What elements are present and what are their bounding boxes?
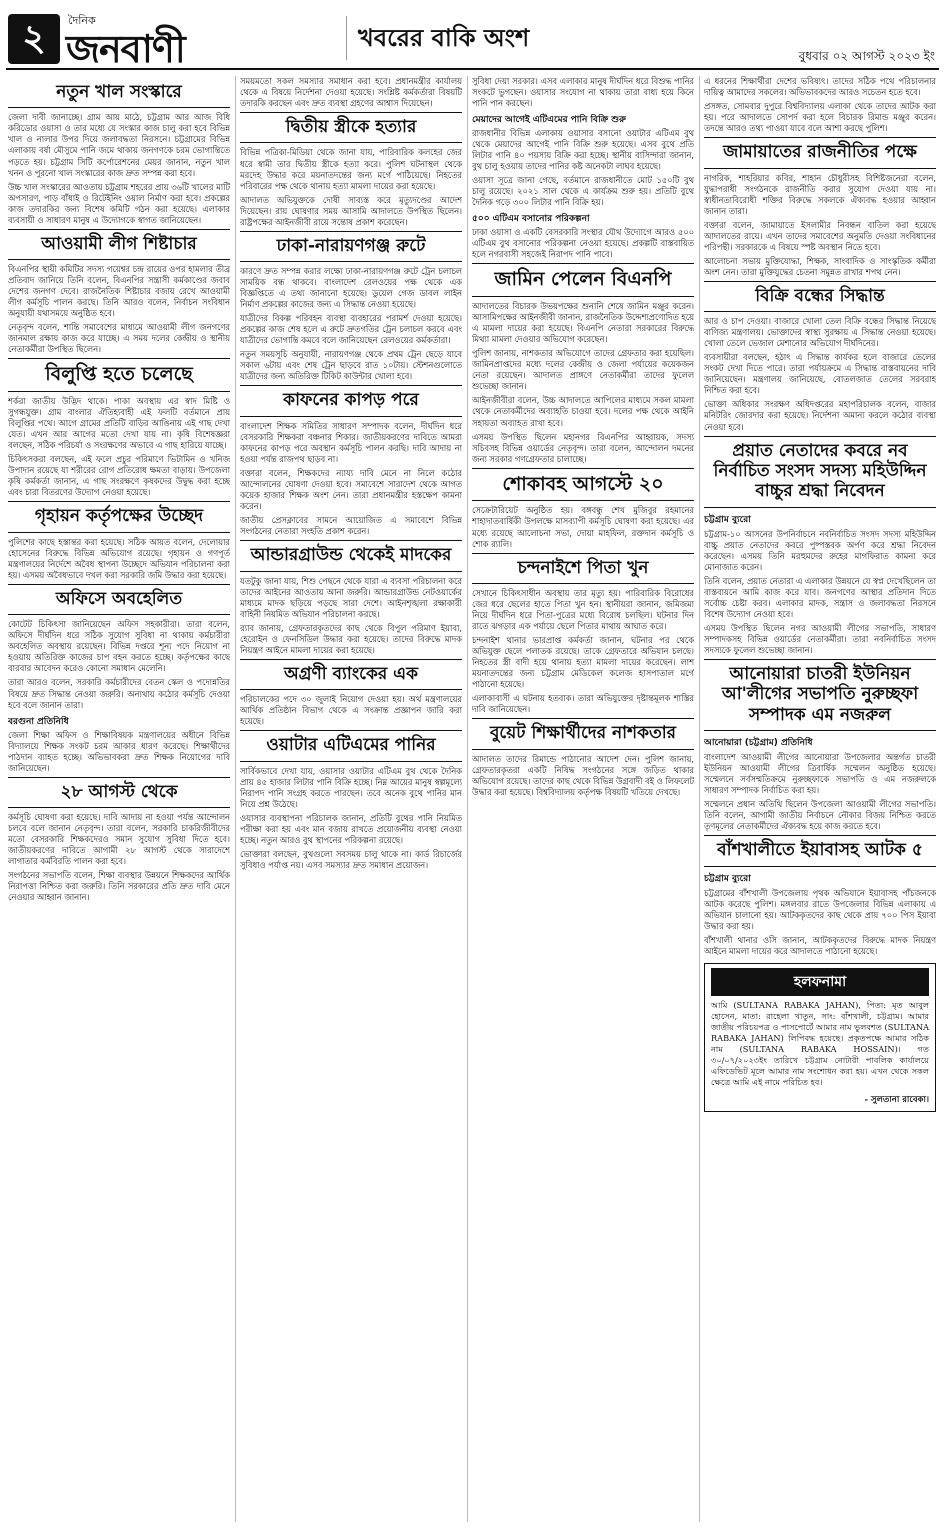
article-headline[interactable]: বিক্রি বন্ধের সিদ্ধান্ত — [704, 281, 936, 312]
article-body: সেখানে চিকিৎসাধীন অবস্থায় তার মৃত্যু হয়। পারিবারিক বিরোধের জের ধরে ছেলের হাতে পিতা খুন হন। স্থানীয়রা জানান, জমিজমা নিয়ে দীর্ঘদিন ধরে পিতা-পুত্রের মধ্যে বিরোধ চলছিল। ঘটনার দিন রাতে ঝগড়ার এক পর্যায়ে ছেলে পিতার মাথায় আঘাত করে। — [472, 587, 694, 632]
article-headline[interactable]: আনোয়ারা চাতরী ইউনিয়ন আ'লীগের সভাপতি নুরুচ্ছফা সম্পাদক এম নজরুল — [704, 659, 936, 731]
masthead-divider — [346, 16, 347, 60]
column-divider — [235, 76, 236, 1522]
affidavit-signature: - সুলতানা রাবেকা। — [864, 1094, 929, 1105]
article-body: ওয়াসার ব্যবস্থাপনা পরিচালক জানান, প্রতিটি বুথের পানি নিয়মিত পরীক্ষা করা হয় এবং মান বজায় রাখতে প্রয়োজনীয় ব্যবস্থা নেওয়া হচ্ছে। নতুন আরও বুথ স্থাপনের পরিকল্পনা রয়েছে। — [240, 812, 462, 845]
article-body: বিএনপির স্থায়ী কমিটির সদস্য গয়েশ্বর চন্দ্র রায়ের ওপর হামলার তীব্র প্রতিবাদ জানিয়ে তিনি বলেন, বিএনপির সন্ত্রাসী কর্মকাণ্ডের জবাব দেশের জনগণ দেবে। রাজনৈতিক শিষ্টাচার বজায় রেখে আওয়ামী লীগ কর্মসূচি পালন করছে। তিনি আরও বলেন, নির্বাচন সংবিধান অনুযায়ী যথাসময়ে অনুষ্ঠিত হবে। — [8, 264, 230, 319]
article-headline[interactable]: বিলুপ্তি হতে চলেছে — [8, 358, 230, 392]
article-body: সংগঠনের সভাপতি বলেন, শিক্ষা ব্যবস্থার উন্নয়নে শিক্ষকদের আর্থিক নিরাপত্তা নিশ্চিত করা জরুরি। তিনি সরকারের প্রতি দ্রুত দাবি মেনে নেওয়ার আহ্বান জানান। — [8, 870, 230, 903]
article-body: সময়মতো সকল সমস্যার সমাধান করা হবে। প্রধানমন্ত্রীর কার্যালয় থেকে এ বিষয়ে নির্দেশনা দেওয়া হয়েছে। সংশ্লিষ্ট কর্মকর্তারা বিষয়টি তদারকি করছেন এবং দ্রুত ব্যবস্থা গ্রহণের আশ্বাস দিয়েছেন। — [240, 76, 462, 109]
article-body: পুলিশের কাছে হস্তান্তর করা হয়েছে। সঠিক আয়ত বলেন, দেলোয়ার হোসেনের বিরুদ্ধে বিভিন্ন অভিযোগ রয়েছে। গৃহায়ন ও গণপূর্ত মন্ত্রণালয়ের নির্দেশে অবৈধ স্থাপনা উচ্ছেদে অভিযান পরিচালনা করা হয়। এসময় অবৈধভাবে দখল করা সরকারি জমি উদ্ধার করা হয়েছে। — [8, 536, 230, 580]
page-date: বুধবার ০২ আগস্ট ২০২৩ ইং — [798, 49, 935, 63]
column-1 — [8, 76, 230, 1522]
article-body: নাগরিক, শাহরিয়ার কবির, শাহান চৌধুরীসহ বিশিষ্টজনেরা বলেন, যুদ্ধাপরাধী সংগঠনকে রাজনীতি করার সুযোগ দেওয়া যায় না। স্বাধীনতাবিরোধী শক্তির বিরুদ্ধে সকলকে ঐক্যবদ্ধ হওয়ার আহ্বান জানান তারা। — [704, 172, 936, 216]
article-body: বক্তারা বলেন, জামায়াতে ইসলামীর নিবন্ধন বাতিল করা হয়েছে আদালতের রায়ে। এখন তাদের সমাবেশের অনুমতি দেওয়া সংবিধানের পরিপন্থী। সরকারকে এ বিষয়ে স্পষ্ট অবস্থান নিতে হবে। — [704, 219, 936, 252]
article-body: এ ধরনের শিক্ষার্থীরা দেশের ভবিষ্যৎ। তাদের সঠিক পথে পরিচালনার দায়িত্ব আমাদের সকলের। অভিভাবকদের আরও সচেতন হতে হবে। — [704, 76, 936, 98]
article-subhead: ৫০০ এটিএম বসানোর পরিকল্পনা — [472, 214, 590, 225]
article-body: সুবিধা দেয়া সরকার। এসব এলাকার মানুষ দীর্ঘদিন ধরে বিশুদ্ধ পানির সংকটে ভুগছেন। ওয়াসার সংযোগ না থাকায় তারা বাধ্য হয়ে কিনে পানি পান করছেন। — [472, 76, 694, 109]
article-body: এসময় উপস্থিত ছিলেন নগর আওয়ামী লীগের সভাপতি, সাধারণ সম্পাদকসহ বিভিন্ন ওয়ার্ডের নেতাকর্মীরা। তারা নবনির্বাচিত সংসদ সদস্যকে ফুলেল শুভেচ্ছা জানান। — [704, 622, 936, 656]
affidavit-text: আমি (SULTANA RABAKA JAHAN), পিতা: মৃত আবুল হোসেন, মাতা: রাহেলা খাতুন, সাং: বাঁশখালী, চট্টগ্রাম। আমার জাতীয় পরিচয়পত্র ও পাসপোর্টে আমার নাম ভুলবশত (SULTANA RABAKA JAHAN) লিপিবদ্ধ হয়েছে। প্রকৃতপক্ষে আমার সঠিক নাম (SULTANA RABAKA HOSSAIN)। গত ৩০/০৭/২০২৩ইং তারিখে চট্টগ্রাম নোটারী পাবলিক কার্যালয়ে এফিডেভিট মূলে আমার নাম সংশোধন করা হয়। এখন থেকে সকল ক্ষেত্রে আমি এই নামে পরিচিত হব। — [711, 1000, 929, 1088]
article-body: সার্বিকভাবে দেখা যায়, ওয়াসার ওয়াটার এটিএম বুথ থেকে দৈনিক প্রায় ৪৫ হাজার লিটার পানি বিক্রি হচ্ছে। নিম্ন আয়ের মানুষ স্বল্পমূল্যে নিরাপদ পানি সংগ্রহ করতে পারছেন। তবে অনেক বুথে পানির মান নিয়ে প্রশ্ন উঠেছে। — [240, 765, 462, 809]
article-body: চট্টগ্রামের বাঁশখালী উপজেলায় পৃথক অভিযানে ইয়াবাসহ পাঁচজনকে আটক করেছে পুলিশ। মঙ্গলবার রাতে উপজেলার বিভিন্ন এলাকায় এ অভিযান চালানো হয়। আটককৃতদের কাছ থেকে প্রায় ৭০০ পিস ইয়াবা উদ্ধার করা হয়। — [704, 887, 936, 931]
article-headline[interactable]: বাঁশখালীতে ইয়াবাসহ আটক ৫ — [704, 835, 936, 866]
article-body: আইনজীবীরা বলেন, উচ্চ আদালতে আপিলের মাধ্যমে সকল মামলা থেকে নেতাকর্মীদের অব্যাহতি চাওয়া হবে। দলের পক্ষ থেকে আইনি সহায়তা অব্যাহত রাখা হবে। — [472, 395, 694, 428]
article-body: উচ্চ খাল সংস্কারের আওতায় চট্টগ্রাম শহরের প্রায় ৩৬টি খালের মাটি অপসারণ, পাড় বাঁধাই ও রিটেইনিং ওয়াল নির্মাণ করা হবে। প্রকল্পের কাজ তদারকির জন্য বিশেষ কমিটি গঠন করা হয়েছে। এলাকার ব্যবসায়ী ও সাধারণ মানুষ এ উদ্যোগকে স্বাগত জানিয়েছেন। — [8, 181, 230, 225]
article-headline[interactable]: কাফনের কাপড় পরে — [240, 385, 462, 416]
article-body: আর ও চাপ দেওয়া। বাজারে খোলা তেল বিক্রি বন্ধের সিদ্ধান্ত নিয়েছে বাণিজ্য মন্ত্রণালয়। ভোক্তাদের স্বাস্থ্য সুরক্ষায় এ সিদ্ধান্ত নেওয়া হয়েছে। খোলা তেলে ভেজাল মেশানোর অভিযোগ দীর্ঘদিনের। — [704, 316, 936, 349]
article-body: আদালত অভিযুক্তকে দোষী সাব্যস্ত করে মৃত্যুদণ্ডের আদেশ দিয়েছেন। রায় ঘোষণার সময় আসামি আদালতে উপস্থিত ছিলেন। রাষ্ট্রপক্ষের আইনজীবী রায়ে সন্তোষ প্রকাশ করেছেন। — [240, 194, 462, 227]
masthead — [6, 8, 939, 70]
article-headline[interactable]: দ্বিতীয় স্ত্রীকে হত্যার — [240, 112, 462, 143]
article-body: পরিচালকের পদে ৩০ জুলাই নিয়োগ দেওয়া হয়। অর্থ মন্ত্রণালয়ের আর্থিক প্রতিষ্ঠান বিভাগ থেকে এ সংক্রান্ত প্রজ্ঞাপন জারি করা হয়েছে। — [240, 694, 462, 727]
page-title: খবরের বাকি অংশ — [358, 24, 530, 52]
page-number: ২ — [8, 14, 60, 64]
article-body: জেলা দাবী জানাচ্ছে। গ্রাম আয় মাঠে, চট্টগ্রাম আর আজ বিধি করিডোর ওয়াসা ও তার মধ্যে যে সংস্কার কাজ চালু করা হবে বিভিন্ন খাল ও নালার উপর দিয়ে জলাবদ্ধতা নিরসনে। চট্টগ্রামের বিভিন্ন এলাকায় বর্ষা মৌসুমে পানি জমে থাকায় জনগণকে চরম ভোগান্তিতে পড়তে হয়। চট্টগ্রাম সিটি কর্পোরেশনের মেয়র জানান, নতুন খাল খনন ও পুরনো খাল সংস্কারের কাজ দ্রুত সম্পন্ন করা হবে। — [8, 112, 230, 178]
article-body: জেলা শিক্ষা অফিস ও শিক্ষাবিষয়ক মন্ত্রণালয়ের অধীনে বিভিন্ন বিদ্যালয়ে শিক্ষক সংকট চরম আকার ধারণ করেছে। শিক্ষার্থীদের পাঠদান ব্যাহত হচ্ছে। অভিভাবকরা দ্রুত শিক্ষক নিয়োগের দাবি জানিয়েছেন। — [8, 729, 230, 773]
article-headline[interactable]: চন্দনাইশে পিতা খুন — [472, 553, 694, 584]
paper-name: জনবাণী — [66, 27, 185, 71]
article-headline[interactable]: ঢাকা-নারায়ণগঞ্জ রুটে — [240, 231, 462, 262]
article-headline[interactable]: বুয়েট শিক্ষার্থীদের নাশকতার — [472, 718, 694, 749]
article-headline[interactable]: অগ্রণী ব্যাংকের এক — [240, 659, 462, 690]
affidavit-box — [704, 963, 936, 1112]
article-body: নেতৃবৃন্দ বলেন, শান্তি সমাবেশের মাধ্যমে আওয়ামী লীগ জনগণের জানমাল রক্ষায় কাজ করে যাচ্ছে। এ সময় দলের কেন্দ্রীয় ও স্থানীয় নেতাকর্মীরা উপস্থিত ছিলেন। — [8, 322, 230, 355]
article-body: তিনি বলেন, প্রয়াত নেতারা এ এলাকার উন্নয়নে যে স্বপ্ন দেখেছিলেন তা বাস্তবায়নে আমি কাজ করে যাব। জনগণের আস্থার প্রতিদান দিতে সর্বোচ্চ চেষ্টা করব। এলাকার মাদক, সন্ত্রাস ও জলাবদ্ধতা নিরসনে বিশেষ উদ্যোগ নেওয়া হবে। — [704, 575, 936, 619]
article-body: ভোক্তারা বলছেন, বুথগুলো সবসময় চালু থাকে না। কার্ড রিচার্জের সুবিধাও পর্যাপ্ত নয়। এসব সমস্যার দ্রুত সমাধান প্রয়োজন। — [240, 848, 462, 870]
article-body: ঢাকা ওয়াসা ও একটি বেসরকারি সংস্থার যৌথ উদ্যোগে আরও ৫০০ এটিএম বুথ বসানোর পরিকল্পনা নেওয়া হয়েছে। প্রকল্পটি বাস্তবায়িত হলে নগরবাসী সহজেই নিরাপদ পানি পাবে। — [472, 227, 694, 260]
article-body: বক্তারা বলেন, শিক্ষকদের ন্যায্য দাবি মেনে না নিলে কঠোর আন্দোলনের ঘোষণা দেওয়া হবে। সমাবেশে সারাদেশ থেকে আগত কয়েক হাজার শিক্ষক অংশ নেন। তারা প্রধানমন্ত্রীর হস্তক্ষেপ কামনা করেন। — [240, 467, 462, 512]
column-divider — [467, 76, 468, 1522]
article-headline[interactable]: প্রয়াত নেতাদের কবরে নব নির্বাচিত সংসদ সদস্য মহিউদ্দিন বাচ্চুর শ্রদ্ধা নিবেদন — [704, 436, 936, 508]
article-byline: চট্টগ্রাম ব্যুরো — [704, 873, 751, 884]
article-headline[interactable]: ২৮ আগস্ট থেকে — [8, 777, 230, 808]
article-body: র‍্যাব জানায়, গ্রেফতারকৃতদের কাছ থেকে বিপুল পরিমাণ ইয়াবা, হেরোইন ও ফেনসিডিল উদ্ধার করা হয়েছে। তাদের বিরুদ্ধে মাদক নিয়ন্ত্রণ আইনে মামলা দায়ের করা হয়েছে। — [240, 622, 462, 655]
article-body: চিকিৎসকরা বলছেন, এই ফলে প্রচুর পরিমাণে ভিটামিন ও খনিজ উপাদান রয়েছে যা শরীরের রোগ প্রতিরোধ ক্ষমতা বাড়ায়। উপজেলা কৃষি কর্মকর্তা জানান, এ গাছ সংরক্ষণে কৃষকদের উদ্বুদ্ধ করা হচ্ছে এবং চারা বিতরণের উদ্যোগ নেওয়া হয়েছে। — [8, 454, 230, 498]
article-body: বাংলাদেশ আওয়ামী লীগের আনোয়ারা উপজেলার অন্তর্গত চাতরী ইউনিয়ন আওয়ামী লীগের ত্রিবার্ষিক সম্মেলন অনুষ্ঠিত হয়েছে। সম্মেলনে সর্বসম্মতিক্রমে নুরুচ্ছফাকে সভাপতি ও এম নজরুলকে সাধারণ সম্পাদক নির্বাচিত করা হয়। — [704, 752, 936, 796]
column-4 — [704, 76, 936, 1522]
column-divider — [699, 76, 700, 1522]
article-headline[interactable]: গৃহায়ন কর্তৃপক্ষের উচ্ছেদ — [8, 501, 230, 532]
article-subhead: বরগুনা প্রতিনিধি — [8, 716, 69, 727]
article-body: শর্করা জাতীয় উদ্ভিদ থাকে। পাকা অবস্থায় এর স্বাদ মিষ্টি ও সুগন্ধযুক্ত। গ্রাম বাংলার ঐতিহ্যবাহী এই ফলটি বর্তমানে প্রায় বিলুপ্তির পথে। আগে গ্রামের প্রতিটি বাড়ির আঙিনায় এই গাছ দেখা যেত। এখন আর আগের মতো দেখা যায় না। কৃষি বিশেষজ্ঞরা বলছেন, সঠিক পরিচর্যা ও সংরক্ষণের অভাবে এ গাছ হারিয়ে যাচ্ছে। — [8, 396, 230, 451]
article-body: চন্দনাইশ থানার ভারপ্রাপ্ত কর্মকর্তা জানান, ঘটনার পর থেকে অভিযুক্ত ছেলে পলাতক রয়েছে। তাকে গ্রেফতারে অভিযান চলছে। নিহতের স্ত্রী বাদী হয়ে থানায় হত্যা মামলা দায়ের করেছেন। লাশ ময়নাতদন্তের জন্য চট্টগ্রাম মেডিকেল কলেজ হাসপাতাল মর্গে পাঠানো হয়েছে। — [472, 635, 694, 690]
article-body: আদালতের বিচারক উভয়পক্ষের শুনানি শেষে জামিন মঞ্জুর করেন। আসামিপক্ষের আইনজীবী জানান, রাজনৈতিক উদ্দেশ্যপ্রণোদিত হয়ে এ মামলা দায়ের করা হয়েছে। বিএনপি নেতারা সরকারের বিরুদ্ধে মিথ্যা মামলা দেওয়ার অভিযোগ করেছেন। — [472, 301, 694, 345]
article-body: নতুন সময়সূচি অনুযায়ী, নারায়ণগঞ্জ থেকে প্রথম ট্রেন ছেড়ে যাবে সকাল ৬টায় এবং শেষ ট্রেন ছাড়বে রাত ১০টায়। স্টেশনগুলোতে যাত্রীদের জন্য অতিরিক্ত টিকিট কাউন্টার খোলা হবে। — [240, 349, 462, 382]
daily-label: দৈনিক — [68, 14, 96, 27]
article-body: বিভিন্ন পত্রিকা-মিডিয়া থেকে জানা যায়, পারিবারিক কলহের জের ধরে স্বামী তার দ্বিতীয় স্ত্রীকে হত্যা করে। পুলিশ ঘটনাস্থল থেকে মরদেহ উদ্ধার করে ময়নাতদন্তের জন্য মর্গে পাঠিয়েছে। নিহতের পরিবারের পক্ষ থেকে থানায় হত্যা মামলা দায়ের করা হয়েছে। — [240, 147, 462, 191]
article-byline: আনোয়ারা (চট্টগ্রাম) প্রতিনিধি — [704, 738, 813, 749]
column-3 — [472, 76, 694, 1522]
newspaper-logo — [8, 10, 228, 71]
article-body: তারা আরও বলেন, সরকারি কর্মচারীদের বেতন স্কেল ও পদোন্নতির বিষয়ে দ্রুত সিদ্ধান্ত নেওয়া জরুরি। অন্যথায় কঠোর কর্মসূচি দেওয়া হবে বলে জানান তারা। — [8, 677, 230, 710]
article-body: যতটুকু জানা যায়, শিশু পেছনে থেকে যারা এ ব্যবসা পরিচালনা করে তাদের আইনের আওতায় আনা জরুরি। আন্ডারগ্রাউন্ড নেটওয়ার্কের মাধ্যমে মাদক ছড়িয়ে পড়ছে সারা দেশে। আইনশৃঙ্খলা রক্ষাকারী বাহিনী নিয়মিত অভিযান পরিচালনা করছে। — [240, 575, 462, 619]
article-body: রাজধানীর বিভিন্ন এলাকায় ওয়াসার বসানো ওয়াটার এটিএম বুথ থেকে মেয়াদের আগেই পানি বিক্রি শুরু হয়েছে। এসব বুথে প্রতি লিটার পানি ৪০ পয়সায় বিক্রি করা হচ্ছে। স্থানীয় বাসিন্দারা জানান, বুথ চালু হওয়ায় তাদের পানির কষ্ট অনেকটা লাঘব হয়েছে। — [472, 128, 694, 172]
article-body: বাঁশখালী থানার ওসি জানান, আটককৃতদের বিরুদ্ধে মাদক নিয়ন্ত্রণ আইনে মামলা দায়ের করে আদালতে পাঠানো হয়েছে। — [704, 934, 936, 956]
article-headline[interactable]: নতুন খাল সংস্কারে — [8, 78, 230, 108]
article-body: বাংলাদেশ শিক্ষক সমিতির সাধারণ সম্পাদক বলেন, দীর্ঘদিন ধরে বেসরকারি শিক্ষকরা বঞ্চনার শিকার। জাতীয়করণের দাবিতে আমরা কাফনের কাপড় পরে অবস্থান কর্মসূচি পালন করছি। দাবি আদায় না হওয়া পর্যন্ত রাজপথ ছাড়ব না। — [240, 420, 462, 464]
article-headline[interactable]: জামিন পেলেন বিএনপি — [472, 263, 694, 297]
article-headline[interactable]: আন্ডারগ্রাউন্ড থেকেই মাদকের — [240, 540, 462, 571]
article-body: সেক্রেটারিয়েট অনুষ্ঠিত হয়। বঙ্গবন্ধু শেখ মুজিবুর রহমানের শাহাদাতবার্ষিকী উপলক্ষে মাসব্যাপী কর্মসূচি ঘোষণা করা হয়েছে। এর মধ্যে রয়েছে আলোচনা সভা, দোয়া মাহফিল, রক্তদান কর্মসূচি ও শোক র‍্যালি। — [472, 505, 694, 549]
article-body: কোটেট চিকিৎসা জানিয়েছেন অফিস সহকারীরা। তারা বলেন, অফিসে দীর্ঘদিন ধরে সঠিক সুযোগ সুবিধা না থাকায় কর্মচারীরা অবহেলিত অবস্থায় রয়েছেন। বিভিন্ন দপ্তরে শূন্য পদে নিয়োগ না হওয়ায় অতিরিক্ত কাজের চাপ বহন করতে হচ্ছে। কর্তৃপক্ষের কাছে বারবার আবেদন করেও কোনো সমাধান মেলেনি। — [8, 619, 230, 674]
article-body: সম্মেলনে প্রধান অতিথি ছিলেন উপজেলা আওয়ামী লীগের সভাপতি। তিনি বলেন, আগামী জাতীয় নির্বাচনে নৌকার বিজয় নিশ্চিত করতে তৃণমূলের নেতাকর্মীদের ঐক্যবদ্ধ হয়ে কাজ করতে হবে। — [704, 799, 936, 832]
article-body: পুলিশ জানায়, নাশকতার অভিযোগে তাদের গ্রেফতার করা হয়েছিল। জামিনপ্রাপ্তদের মধ্যে দলের কেন্দ্রীয় ও জেলা পর্যায়ের কয়েকজন নেতা রয়েছেন। আদালত প্রাঙ্গণে নেতাকর্মীরা তাদের ফুলেল শুভেচ্ছা জানান। — [472, 348, 694, 392]
article-body: এসময় উপস্থিত ছিলেন মহানগর বিএনপির আহ্বায়ক, সদস্য সচিবসহ বিভিন্ন ওয়ার্ডের নেতৃবৃন্দ। তারা বলেন, আন্দোলন দমনের জন্য সরকার গণগ্রেফতার চালাচ্ছে। — [472, 431, 694, 464]
article-body: ওয়াসা সূত্রে জানা গেছে, বর্তমানে রাজধানীতে মোট ১৫০টি বুথ চালু রয়েছে। ২০২১ সাল থেকে এ কার্যক্রম শুরু হয়। প্রতিটি বুথে দৈনিক গড়ে ৩০০ লিটার পানি বিক্রি হয়। — [472, 175, 694, 208]
article-body: আদালত তাদের রিমান্ডে পাঠানোর আদেশ দেন। পুলিশ জানায়, গ্রেফতারকৃতরা একটি নিষিদ্ধ সংগঠনের সঙ্গে জড়িত থাকার অভিযোগ রয়েছে। তাদের কাছ থেকে বিভিন্ন উগ্রবাদী বই ও লিফলেট উদ্ধার করা হয়েছে। বিশ্ববিদ্যালয় কর্তৃপক্ষ বিষয়টি খতিয়ে দেখছে। — [472, 753, 694, 797]
article-headline[interactable]: অফিসে অবহেলিত — [8, 584, 230, 615]
article-body: আলোচনা সভায় মুক্তিযোদ্ধা, শিক্ষক, সাংবাদিক ও সাংস্কৃতিক কর্মীরা অংশ নেন। তারা মুক্তিযুদ্ধের চেতনা সমুন্নত রাখার শপথ নেন। — [704, 255, 936, 277]
article-headline[interactable]: জামায়াতের রাজনীতির পক্ষে — [704, 137, 936, 168]
article-body: কারণে দ্রুত সম্পন্ন করার লক্ষ্যে ঢাকা-নারায়ণগঞ্জ রুটে ট্রেন চলাচল সাময়িক বন্ধ থাকবে। বাংলাদেশ রেলওয়ের পক্ষ থেকে এক বিজ্ঞপ্তিতে এ তথ্য জানানো হয়েছে। ডুয়েল গেজ ডাবল লাইন নির্মাণ প্রকল্পের কাজের জন্য এ সিদ্ধান্ত নেওয়া হয়েছে। — [240, 266, 462, 310]
article-headline[interactable]: ওয়াটার এটিএমের পানির — [240, 730, 462, 761]
article-body: চট্টগ্রাম-১০ আসনের উপনির্বাচনে নবনির্বাচিত সংসদ সদস্য মহিউদ্দিন বাচ্চু প্রয়াত নেতাদের কবরে পুষ্পস্তবক অর্পণ করে শ্রদ্ধা নিবেদন করেছেন। এসময় তিনি মরহুমদের রুহের মাগফিরাত কামনা করে মোনাজাত করেন। — [704, 528, 936, 572]
affidavit-title: হলফনামা — [711, 968, 929, 996]
article-headline[interactable]: আওয়ামী লীগ শিষ্টাচার — [8, 229, 230, 260]
article-body: ব্যবসায়ীরা বলছেন, হঠাৎ এ সিদ্ধান্ত কার্যকর হলে বাজারে তেলের সংকট দেখা দিতে পারে। তারা পর্যায়ক্রমে এ সিদ্ধান্ত বাস্তবায়নের দাবি জানিয়েছেন। মন্ত্রণালয় জানিয়েছে, বোতলজাত তেলের সরবরাহ নিশ্চিত করা হবে। — [704, 352, 936, 396]
article-body: প্রসঙ্গত, সোমবার দুপুরে বিশ্ববিদ্যালয় এলাকা থেকে তাদের আটক করা হয়। পরে আদালতে সোপর্দ করা হলে বিচারক রিমান্ড মঞ্জুর করেন। তদন্তে আরও তথ্য পাওয়া যাবে বলে আশা করছে পুলিশ। — [704, 101, 936, 134]
article-body: এলাকাবাসী এ ঘটনায় হতবাক। তারা অভিযুক্তের দৃষ্টান্তমূলক শাস্তির দাবি জানিয়েছেন। — [472, 693, 694, 715]
article-headline[interactable]: শোকাবহ আগস্টে ২০ — [472, 468, 694, 502]
article-body: জাতীয় প্রেসক্লাবের সামনে আয়োজিত এ সমাবেশে বিভিন্ন সংগঠনের নেতারা সংহতি প্রকাশ করেন। — [240, 515, 462, 537]
column-2 — [240, 76, 462, 1522]
article-byline: চট্টগ্রাম ব্যুরো — [704, 514, 751, 525]
article-body: কর্মসূচি ঘোষণা করা হয়েছে। দাবি আদায় না হওয়া পর্যন্ত আন্দোলন চলবে বলে জানান নেতৃবৃন্দ। তারা বলেন, সরকারি চাকরিজীবীদের মতো বেসরকারি শিক্ষকদেরও সমান সুযোগ সুবিধা দিতে হবে। জাতীয়করণের দাবিতে আগামী ২৮ আগস্ট থেকে সারাদেশে লাগাতার কর্মবিরতি পালন করা হবে। — [8, 812, 230, 867]
article-body: ভোক্তা অধিকার সংরক্ষণ অধিদপ্তরের মহাপরিচালক বলেন, বাজার মনিটরিং জোরদার করা হয়েছে। নির্দেশনা অমান্য করলে কঠোর ব্যবস্থা নেওয়া হবে। — [704, 399, 936, 432]
article-subhead: মেয়াদের আগেই এটিএমের পানি বিক্রি শুরু — [472, 115, 626, 126]
article-body: যাত্রীদের বিকল্প পরিবহন ব্যবস্থা ব্যবহারের পরামর্শ দেওয়া হয়েছে। প্রকল্পের কাজ শেষ হলে এ রুটে দ্রুতগতির ট্রেন চলাচল করবে এবং যাত্রীদের ভোগান্তি কমবে বলে জানিয়েছেন রেলওয়ের কর্মকর্তারা। — [240, 313, 462, 346]
